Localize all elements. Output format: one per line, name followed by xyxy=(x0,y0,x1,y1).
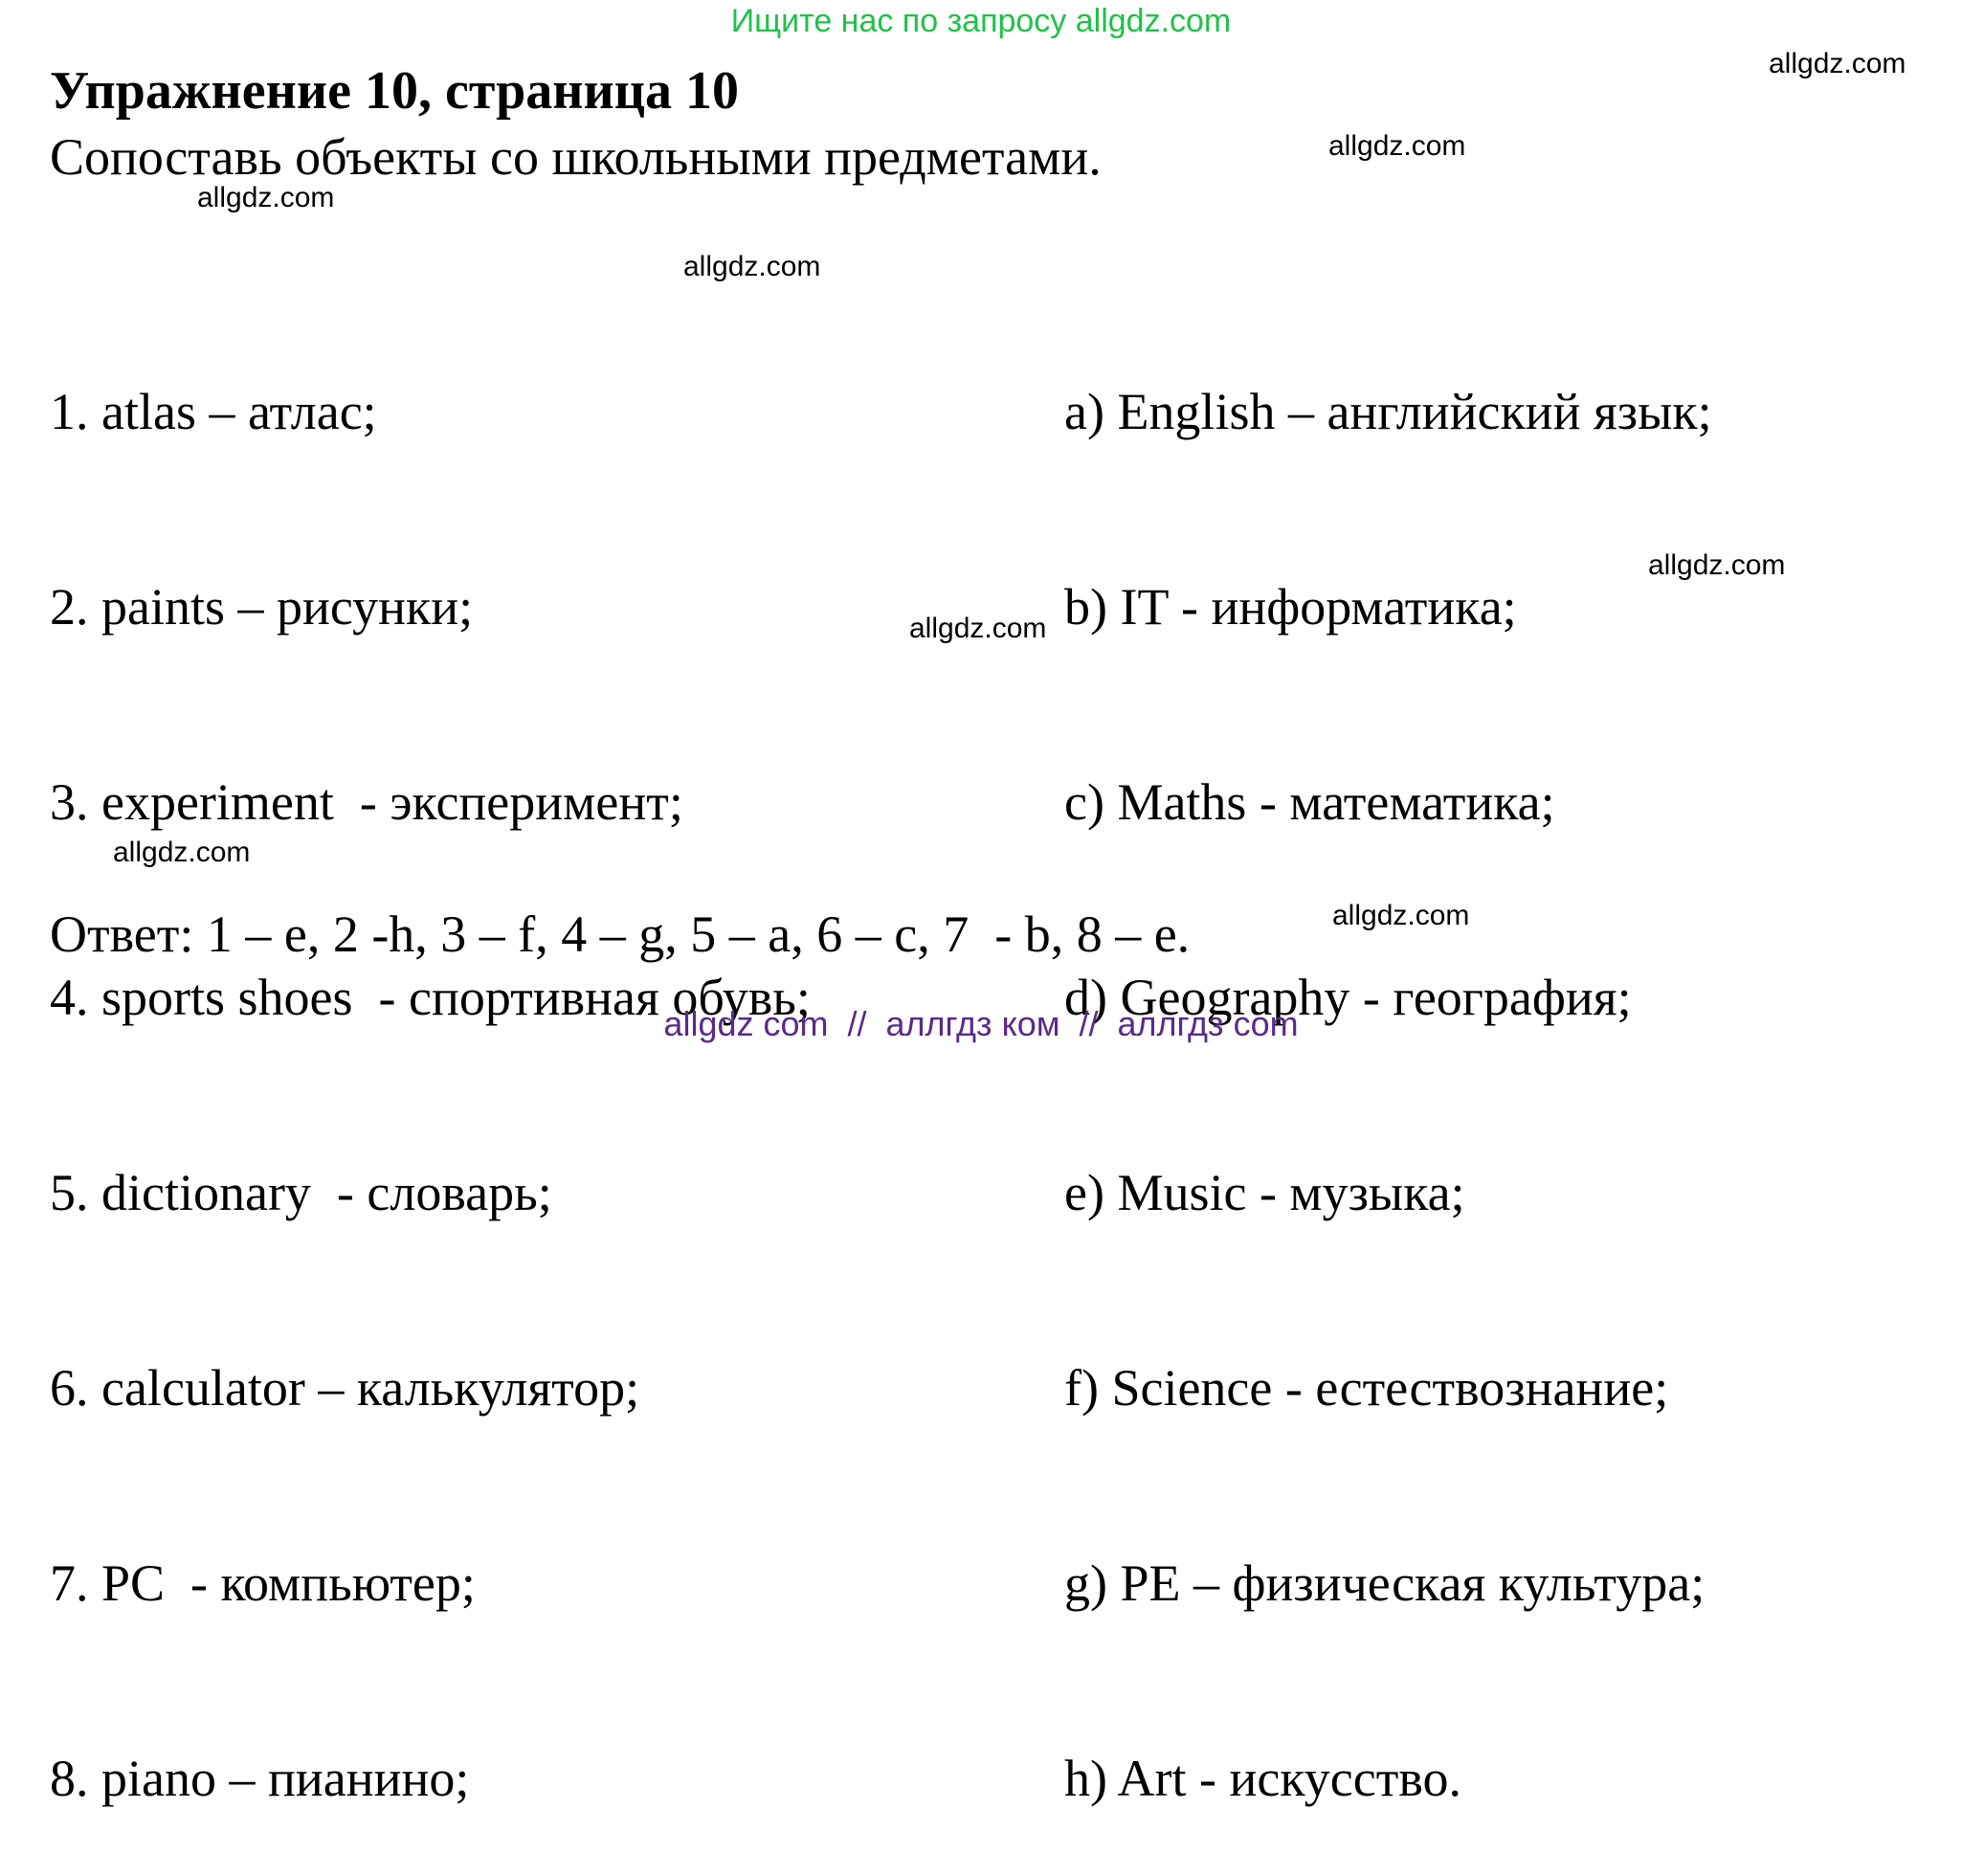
object-item: 1. atlas – атлас; xyxy=(50,383,377,440)
subject-item: e) Music - музыка; xyxy=(1064,1164,1465,1221)
subject-item: a) English – английский язык; xyxy=(1064,383,1712,440)
object-item: 4. sports shoes - спортивная обувь; xyxy=(50,969,811,1026)
answer-line: Ответ: 1 – e, 2 -h, 3 – f, 4 – g, 5 – a, 6 – c, 7 - b, 8 – e. xyxy=(50,905,1191,963)
footer-banner: allgdz com // аллгдз ком // аллгдз com xyxy=(663,1004,1299,1043)
watermark: allgdz.com xyxy=(1328,130,1466,162)
object-item: 7. PC - компьютер; xyxy=(50,1554,476,1612)
object-item: 2. paints – рисунки; xyxy=(50,578,474,636)
object-item: 5. dictionary - словарь; xyxy=(50,1164,552,1221)
watermark: allgdz.com xyxy=(197,182,335,213)
exercise-title: Упражнение 10, страница 10 xyxy=(50,61,740,121)
object-item: 3. experiment - эксперимент; xyxy=(50,773,683,831)
watermark: allgdz.com xyxy=(909,613,1047,644)
object-item: 8. piano – пианино; xyxy=(50,1750,470,1807)
subject-item: f) Science - естествознание; xyxy=(1064,1359,1669,1417)
top-banner: Ищите нас по запросу allgdz.com xyxy=(730,3,1232,39)
subject-item: d) Geography - география; xyxy=(1064,969,1632,1026)
subject-item: g) PE – физическая культура; xyxy=(1064,1554,1706,1612)
watermark: allgdz.com xyxy=(683,251,821,282)
subject-item: b) IT - информатика; xyxy=(1064,578,1517,636)
watermark: allgdz.com xyxy=(1332,900,1470,931)
subject-item: c) Maths - математика; xyxy=(1064,773,1555,831)
objects-list xyxy=(50,249,811,1876)
watermark: allgdz.com xyxy=(1648,549,1786,581)
subjects-list xyxy=(1064,249,1712,1876)
task-text: Сопоставь объекты со школьными предметами. xyxy=(50,128,1102,186)
watermark: allgdz.com xyxy=(113,837,251,868)
subject-item: h) Art - искусство. xyxy=(1064,1750,1461,1807)
watermark: allgdz.com xyxy=(1769,48,1906,79)
object-item: 6. calculator – калькулятор; xyxy=(50,1359,640,1417)
